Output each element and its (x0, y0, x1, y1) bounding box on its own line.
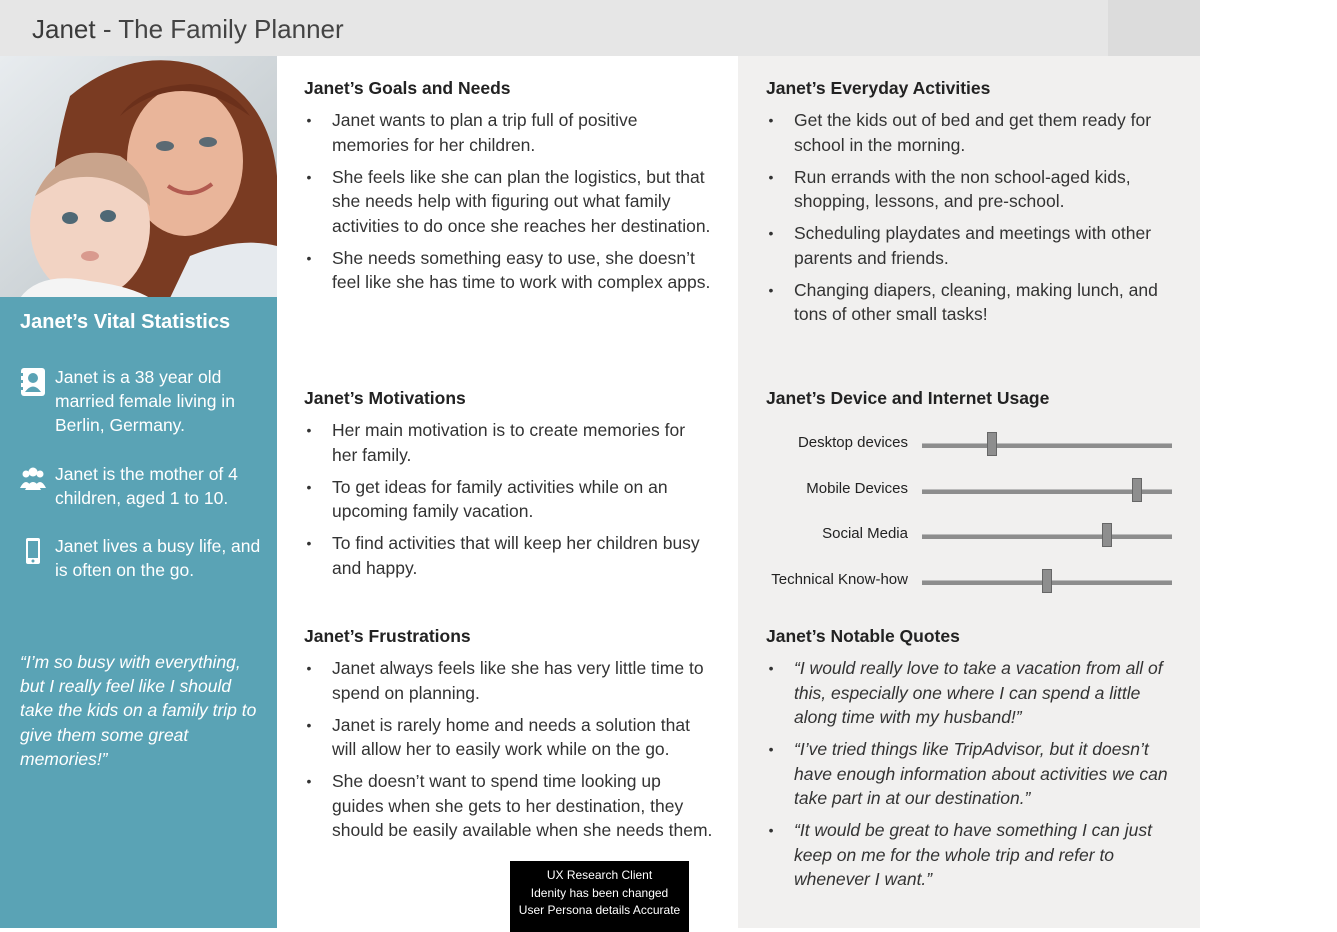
bullet-icon: • (768, 225, 774, 241)
bullet-icon: • (768, 660, 774, 676)
frustration-text: Janet always feels like she has very little time to spend on planning. (332, 658, 704, 703)
activities-heading: Janet’s Everyday Activities (766, 78, 991, 98)
quote-text: “I’ve tried things like TripAdvisor, but it doesn’t have enough information about activities we can take part in at our destination.” (794, 739, 1168, 808)
bullet-icon: • (768, 822, 774, 838)
vital-statistics-heading: Janet’s Vital Statistics (20, 311, 231, 333)
goals-heading: Janet’s Goals and Needs (304, 78, 511, 98)
disclaimer-line: Idenity has been changed (530, 885, 669, 900)
usage-slider-thumb (1042, 569, 1052, 593)
activity-text: Scheduling playdates and meetings with other parents and friends. (794, 223, 1152, 268)
persona-quote: “I’m so busy with everything, but I really feel like I should take the kids on a family trip to give them some great memories!” (20, 652, 257, 769)
mobile-phone-icon (20, 536, 46, 566)
page-title (32, 14, 344, 45)
list-item (304, 246, 714, 295)
usage-row-technical (760, 565, 1180, 595)
stat-children (20, 462, 265, 512)
motivation-text: Her main motivation is to create memories for her family. (332, 420, 686, 465)
frustrations-heading: Janet’s Frustrations (304, 626, 471, 646)
bullet-icon: • (306, 660, 312, 676)
research-disclaimer (510, 861, 689, 932)
usage-label: Technical Know-how (771, 571, 908, 588)
list-item (766, 221, 1181, 270)
goals-list (304, 108, 714, 302)
usage-slider-thumb (1132, 478, 1142, 502)
stat-lifestyle-text: Janet lives a busy life, and is often on the go. (55, 536, 261, 580)
usage-slider-thumb (987, 432, 997, 456)
bullet-icon: • (306, 249, 312, 266)
usage-row-social (760, 519, 1180, 549)
header-bar-end (1108, 0, 1200, 56)
usage-row-desktop (760, 428, 1180, 458)
stat-children-text: Janet is the mother of 4 children, aged 1 to 10. (55, 464, 238, 508)
list-item (304, 165, 714, 239)
usage-label: Social Media (822, 525, 908, 542)
list-item (304, 713, 714, 762)
stat-location-text: Janet is a 38 year old married female living in Berlin, Germany. (55, 367, 235, 435)
activity-text: Run errands with the non school-aged kids, shopping, lessons, and pre-school. (794, 166, 1131, 211)
list-item (304, 475, 714, 524)
goal-text: She feels like she can plan the logistics, but that she needs help with figuring out what family activities to do once she reaches her destination. (332, 166, 711, 236)
quote-text: “It would be great to have something I can just keep on me for the whole trip and refer to whenever I want.” (794, 820, 1152, 889)
list-item (766, 737, 1176, 811)
stat-lifestyle (20, 534, 265, 584)
stat-location (20, 365, 265, 439)
usage-label: Mobile Devices (806, 480, 908, 497)
list-item (304, 418, 714, 467)
list-item (766, 278, 1181, 327)
bullet-icon: • (306, 422, 312, 438)
list-item (766, 108, 1181, 157)
bullet-icon: • (306, 168, 312, 185)
bullet-icon: • (768, 168, 774, 185)
bullet-icon: • (768, 112, 774, 128)
activities-list (766, 108, 1181, 334)
motivations-list (304, 418, 714, 588)
bullet-icon: • (768, 741, 774, 757)
usage-heading: Janet’s Device and Internet Usage (766, 388, 1050, 408)
frustration-text: She doesn’t want to spend time looking up guides when she gets to her destination, they should be easily available when she needs them. (332, 771, 713, 840)
disclaimer-line: UX Research Client (546, 868, 653, 882)
disclaimer-line: User Persona details Accurate (518, 903, 681, 917)
persona-name: Janet (32, 14, 96, 44)
bullet-icon: • (306, 535, 312, 551)
bullet-icon: • (306, 773, 312, 789)
family-group-icon (20, 464, 46, 494)
list-item (304, 531, 714, 580)
list-item (766, 165, 1181, 214)
usage-row-mobile (760, 474, 1180, 504)
usage-track (922, 534, 1172, 539)
bullet-icon: • (306, 112, 312, 128)
quotes-heading: Janet’s Notable Quotes (766, 626, 960, 646)
list-item (304, 769, 714, 843)
usage-sliders (760, 425, 1180, 605)
bullet-icon: • (768, 281, 774, 298)
list-item (304, 656, 714, 705)
activity-text: Changing diapers, cleaning, making lunch, and tons of other small tasks! (794, 279, 1158, 324)
list-item (766, 818, 1176, 892)
quotes-list (766, 656, 1176, 899)
persona-title: - The Family Planner (95, 14, 344, 44)
quote-text: “I would really love to take a vacation from all of this, especially one where I can spend a little along time with my husband!” (794, 658, 1163, 727)
vital-statistics-panel (0, 297, 277, 928)
goal-text: She needs something easy to use, she doesn’t feel like she has time to work with complex apps. (332, 247, 711, 292)
goal-text: Janet wants to plan a trip full of positive memories for her children. (332, 110, 638, 155)
bullet-icon: • (306, 478, 312, 495)
bullet-icon: • (306, 716, 312, 733)
motivations-heading: Janet’s Motivations (304, 388, 466, 408)
usage-track (922, 443, 1172, 448)
list-item (304, 108, 714, 157)
motivation-text: To find activities that will keep her children busy and happy. (332, 533, 700, 578)
frustration-text: Janet is rarely home and needs a solution that will allow her to easily work while on the go. (332, 714, 690, 759)
list-item (766, 656, 1176, 730)
motivation-text: To get ideas for family activities while on an upcoming family vacation. (332, 476, 668, 521)
activity-text: Get the kids out of bed and get them ready for school in the morning. (794, 110, 1152, 155)
persona-photo (0, 56, 277, 298)
contact-card-icon (20, 367, 46, 397)
usage-slider-thumb (1102, 523, 1112, 547)
usage-label: Desktop devices (797, 434, 908, 451)
frustrations-list (304, 656, 714, 850)
